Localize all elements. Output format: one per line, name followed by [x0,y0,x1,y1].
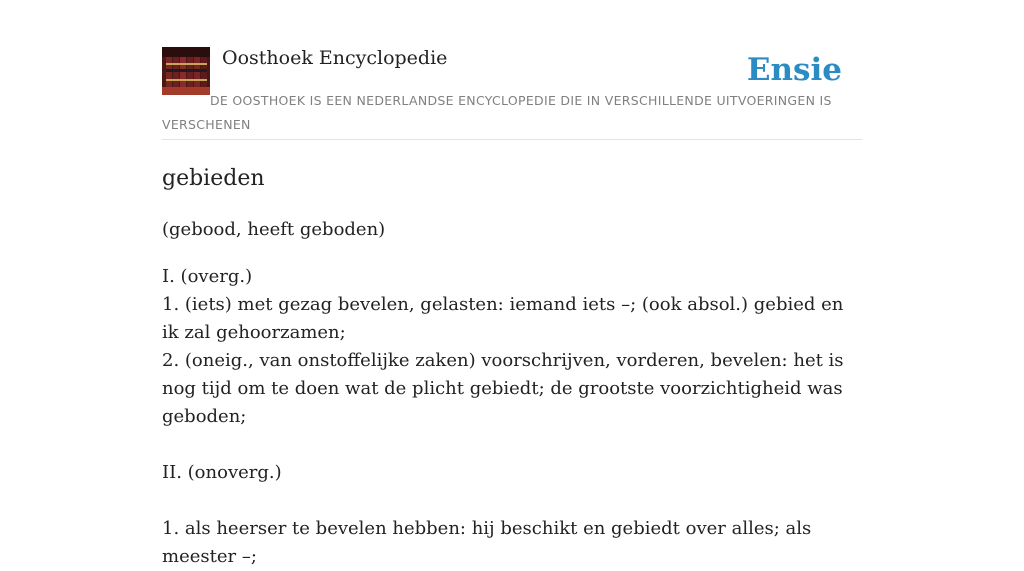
entry-title: gebieden [162,166,265,191]
site-tagline: DE OOSTHOEK IS EEN NEDERLANDSE ENCYCLOPEDIE DIE IN VERSCHILLENDE UITVOERINGEN IS VERSCHENEN [162,93,832,132]
main-container [162,0,862,567]
brand-logo[interactable]: Ensie [746,52,842,88]
section-heading: I. (overg.) [162,266,253,287]
definition-item: 1. als heerser te bevelen hebben: hij beschikt en gebiedt over alles; als meester –; [162,518,812,567]
site-header [162,0,862,140]
avatar[interactable] [162,47,210,95]
entry-definition [162,263,862,571]
books-icon [162,47,210,95]
spacer [162,431,862,459]
entry-forms: (gebood, heeft geboden) [162,219,386,240]
section-heading: II. (onoverg.) [162,462,282,483]
definition-item: 1. (iets) met gezag bevelen, gelasten: iemand iets –; (ook absol.) gebied en ik zal gehoorzamen; [162,294,844,343]
spacer [162,487,862,515]
definition-item: 2. (oneig., van onstoffelijke zaken) voorschrijven, vorderen, bevelen: het is nog tijd om te doen wat de plicht gebiedt; de grootste voorzichtigheid was geboden; [162,350,844,427]
site-title[interactable]: Oosthoek Encyclopedie [222,47,448,69]
